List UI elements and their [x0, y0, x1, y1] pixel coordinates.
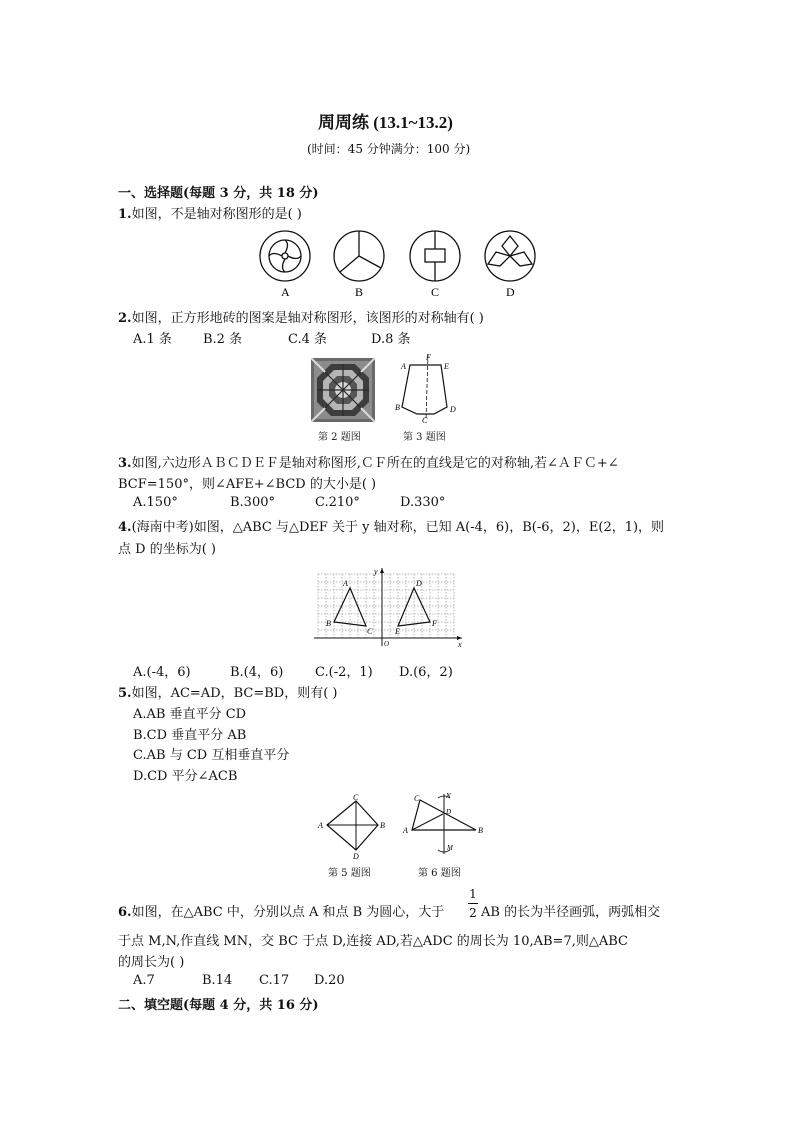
label-d: D — [506, 285, 515, 298]
page-title: 周周练 (13.1~13.2) — [318, 113, 453, 132]
fraction-bar — [468, 903, 478, 904]
fraction-numerator: 1 — [469, 887, 477, 901]
question-number: 1. — [118, 207, 132, 222]
question-5 — [118, 682, 338, 701]
question-6-line1-part2: AB 的长为半径画弧，两弧相交 — [481, 905, 661, 920]
question-text: 如图，正方形地砖的图案是轴对称图形，该图形的对称轴有( ) — [131, 311, 484, 326]
point-c: C — [367, 627, 373, 636]
figure-a-pinwheel — [260, 231, 310, 281]
vertex-b: B — [395, 403, 400, 412]
option-c: C.(-2，1) — [315, 665, 373, 680]
question-2 — [118, 307, 484, 326]
origin-label: O — [384, 640, 390, 648]
vertex-a: A — [403, 826, 408, 835]
vertex-e: E — [444, 362, 449, 371]
vertex-a: A — [401, 362, 406, 371]
question-number: 4. — [118, 520, 132, 535]
question-4-line1 — [118, 516, 664, 535]
question-6-line1-part1 — [118, 901, 444, 920]
fig2-caption: 第 2 题图 — [318, 432, 361, 443]
vertex-b: B — [478, 826, 483, 835]
option-a: A.7 — [133, 973, 155, 988]
perpendicular-bisector-figure — [398, 790, 488, 862]
section-heading-choice: 一、选择题(每题 3 分，共 18 分) — [118, 186, 319, 201]
option-b: B.CD 垂直平分 AB — [133, 728, 247, 743]
hexagon-figure — [392, 352, 464, 424]
vertex-f: F — [426, 353, 431, 362]
point-b: B — [326, 619, 331, 628]
label-a: A — [281, 285, 290, 298]
grid-lines — [318, 574, 454, 638]
question-6-line2: 于点 M,N,作直线 MN，交 BC 于点 D,连接 AD,若△ADC 的周长为 10,AB=7,则△ABC — [118, 934, 628, 949]
figure-b-sectors — [334, 231, 384, 281]
floor-tile-image — [311, 358, 375, 422]
fig5-caption: 第 5 题图 — [328, 868, 371, 879]
option-d: D.CD 平分∠ACB — [133, 769, 238, 784]
option-a: A.1 条 — [133, 332, 172, 347]
question-text: 如图，在△ABC 中，分别以点 A 和点 B 为圆心，大于 — [131, 905, 445, 920]
vertex-a: A — [318, 821, 323, 830]
vertex-b: B — [380, 821, 385, 830]
q1-figures — [252, 226, 542, 298]
option-a: A.(-4，6) — [133, 665, 191, 680]
question-3-line2: BCF=150°，则∠AFE+∠BCD 的大小是( ) — [118, 477, 377, 492]
question-text: 如图，不是轴对称图形的是( ) — [131, 207, 302, 222]
point-a: A — [343, 579, 348, 588]
figure-d-diamonds — [485, 231, 535, 281]
label-c: C — [431, 285, 440, 298]
question-3-line1 — [118, 452, 619, 471]
option-c: C.AB 与 CD 互相垂直平分 — [133, 748, 290, 763]
figure-c-coin — [410, 231, 460, 281]
fig6-caption: 第 6 题图 — [418, 868, 461, 879]
vertex-c: C — [422, 416, 428, 424]
option-d: D.330° — [400, 495, 446, 510]
option-c: C.210° — [315, 495, 360, 510]
question-number: 2. — [118, 311, 132, 326]
vertex-c: C — [353, 793, 359, 802]
question-number: 3. — [118, 456, 132, 471]
option-c: C.4 条 — [288, 332, 328, 347]
question-text: 如图,六边形ＡＢＣＤＥＦ是轴对称图形,ＣＦ所在的直线是它的对称轴,若∠ＡＦＣ+∠ — [131, 456, 619, 471]
vertex-d: D — [353, 852, 359, 861]
option-b: B.14 — [202, 973, 233, 988]
fig3-caption: 第 3 题图 — [403, 432, 446, 443]
page-subtitle: (时间：45 分钟满分：100 分) — [307, 142, 471, 156]
option-a: A.AB 垂直平分 CD — [133, 707, 247, 722]
option-b: B.2 条 — [203, 332, 243, 347]
option-c: C.17 — [259, 973, 290, 988]
question-number: 5. — [118, 686, 132, 701]
coordinate-grid-figure — [312, 566, 472, 648]
vertex-c: C — [414, 794, 420, 803]
point-e: E — [395, 627, 400, 636]
question-text: 如图，AC=AD，BC=BD，则有( ) — [131, 686, 338, 701]
point-m: M — [447, 844, 453, 852]
point-d: D — [416, 579, 422, 588]
fraction-denominator: 2 — [469, 906, 477, 920]
question-4-line2: 点 D 的坐标为( ) — [118, 542, 216, 557]
label-b: B — [355, 285, 364, 298]
question-6-line3: 的周长为( ) — [118, 955, 185, 970]
section-heading-fill: 二、填空题(每题 4 分，共 16 分) — [118, 998, 319, 1013]
option-a: A.150° — [133, 495, 178, 510]
question-number: 6. — [118, 905, 132, 920]
option-d: D.20 — [314, 973, 345, 988]
option-d: D.(6，2) — [399, 665, 453, 680]
option-d: D.8 条 — [371, 332, 411, 347]
question-1 — [118, 203, 302, 222]
point-n: N — [446, 792, 451, 800]
axis-x-label: x — [458, 640, 462, 648]
option-b: B.(4，6) — [230, 665, 284, 680]
vertex-d: D — [450, 405, 456, 414]
question-text: (海南中考)如图，△ABC 与△DEF 关于 y 轴对称，已知 A(-4，6)，B(-6，2)，E(2，1)，则 — [131, 520, 665, 535]
option-b: B.300° — [230, 495, 275, 510]
kite-figure — [315, 793, 385, 861]
axis-y-label: y — [374, 567, 378, 576]
point-f: F — [432, 619, 437, 628]
point-d: D — [446, 808, 452, 816]
